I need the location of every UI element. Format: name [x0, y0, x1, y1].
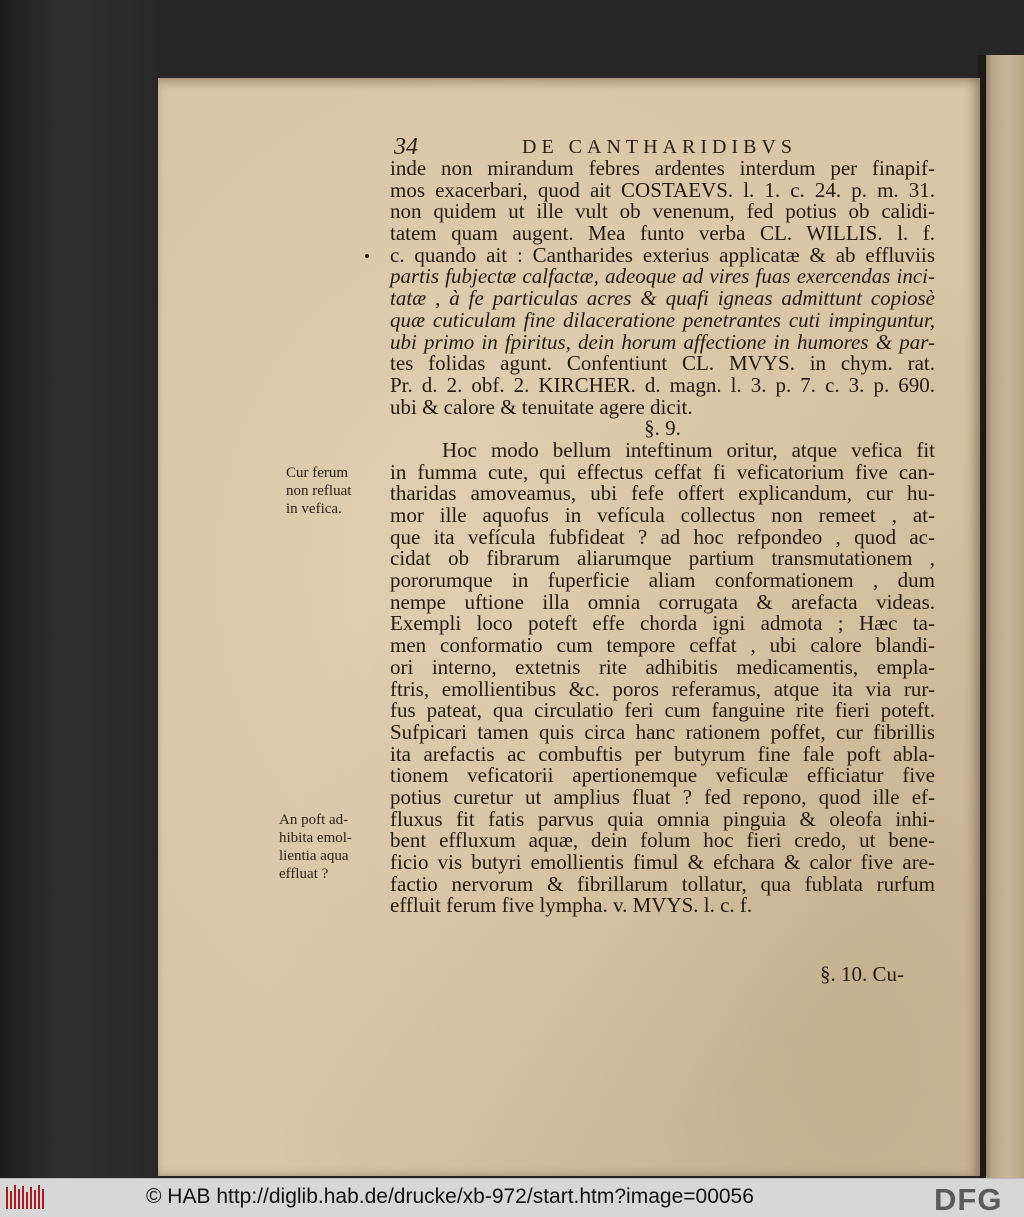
text-line: inde non mirandum febres ardentes interdum per finapif- [390, 156, 935, 180]
text-line: ubi primo in fpiritus, dein horum affectione in humores & par- [390, 329, 935, 354]
text-line: fus pateat, qua circulatio feri cum fanguine rite fieri poteft. [390, 698, 935, 723]
running-title: DE CANTHARIDIBVS [522, 136, 797, 158]
text-line: ori interno, extetnis rite adhibitis medicamentis, empla- [390, 654, 935, 679]
text-line: in fumma cute, qui effectus ceffat fi veficatorium five can- [390, 459, 935, 484]
margin-note [286, 464, 351, 518]
text-line: fluxus fit fatis parvus quia omnia pinguia & oleofa inhi- [390, 806, 935, 831]
text-line: ita arefactis ac combuftis per butyrum fine fale poft abla- [390, 741, 935, 766]
margin-note-line: in vefica. [286, 501, 342, 517]
text-line: ftris, emollientibus &c. poros referamus, atque ita via rur- [390, 676, 935, 701]
text-line: ubi & calore & tenuitate agere dicit. [390, 394, 693, 419]
text-line: tatæ , à fe particulas acres & quafi igneas admittunt copiosè [390, 286, 935, 311]
margin-note-line: An poft ad- [279, 812, 349, 828]
text-line: quæ cuticulam fine dilaceratione penetrantes cuti impinguntur, [390, 307, 935, 332]
text-line: bent effluxum aquæ, dein folum hoc fieri credo, ut bene- [390, 828, 935, 853]
text-line: mos exacerbari, quod ait COSTAEVS. l. 1. c. 24. p. m. 31. [390, 177, 935, 202]
viewer-footer [0, 1178, 1024, 1217]
text-line: tes folidas agunt. Confentiunt CL. MVYS. in chym. rat. [390, 351, 935, 376]
svg-text:DFG: DFG [934, 1182, 1003, 1214]
text-line: que ita vefícula fubfideat ? ad hoc refpondeo , quod ac- [390, 524, 935, 549]
margin-note-line: effluat ? [279, 866, 329, 882]
margin-note-line: lientia aqua [279, 848, 349, 864]
copyright-link[interactable]: © HAB http://diglib.hab.de/drucke/xb-972/start.htm?image=00056 [146, 1185, 754, 1208]
text-line: partis fubjectæ calfactæ, adeoque ad vires fuas exercendas inci- [390, 264, 935, 289]
text-line: Hoc modo bellum inteftinum oritur, atque vefica fit [442, 437, 935, 462]
text-line: Exempli loco poteft effe chorda igni admota ; Hæc ta- [390, 611, 935, 636]
text-line: ficio vis butyri emollientis fimul & efchara & calor five are- [390, 850, 935, 874]
text-line: tatem quam augent. Mea funto verba CL. WILLIS. l. f. [390, 221, 935, 246]
text-line: cidat ob fibrarum aliarumque partium transmutationem , [390, 546, 935, 571]
margin-dot [365, 254, 369, 258]
margin-note-line: hibita emol- [279, 830, 352, 846]
text-line: tharidas amoveamus, ubi fefe offert explicandum, cur hu- [390, 481, 935, 506]
text-line: effluit ferum five lympha. v. MVYS. l. c. f. [390, 893, 753, 918]
text-line: tionem veficatorii apertionemque veficulæ efficiatur five [390, 763, 935, 788]
margin-note-line: non refluat [286, 483, 352, 499]
text-line: nempe uftione illa omnia corrugata & arefacta videas. [390, 589, 935, 614]
margin-note [279, 811, 352, 883]
main-text [390, 158, 935, 917]
margin-note-line: Cur ferum [286, 465, 349, 481]
text-line: mor ille aquofus in vefícula collectus non remeet , at- [390, 503, 935, 527]
text-line: c. quando ait : Cantharides exterius applicatæ & ab effluviis [390, 242, 935, 267]
page-number: 34 [394, 134, 418, 160]
text-line: non quidem ut ille vult ob venenum, fed potius ob calidi- [390, 199, 935, 224]
text-line: Pr. d. 2. obf. 2. KIRCHER. d. magn. l. 3. p. 7. c. 3. p. 690. [390, 372, 935, 397]
section-heading: §. 9. [644, 416, 681, 441]
hab-logo-icon [4, 1183, 48, 1213]
text-line: Sufpicari tamen quis circa hanc rationem poffet, cur fibrillis [390, 719, 935, 744]
catchword: §. 10. Cu- [820, 962, 904, 986]
text-line: pororumque in fuperficie aliam conformationem , dum [390, 568, 935, 593]
dfg-logo-icon [932, 1182, 1020, 1214]
text-line: men conformatio cum tempore ceffat , ubi calore blandi- [390, 633, 935, 658]
text-line: potius curetur ut amplius fluat ? fed repono, quod ille ef- [390, 784, 935, 809]
text-line: factio nervorum & fibrillarum tollatur, qua fublata rurfum [390, 871, 935, 896]
facing-page-edge [978, 55, 1024, 1178]
